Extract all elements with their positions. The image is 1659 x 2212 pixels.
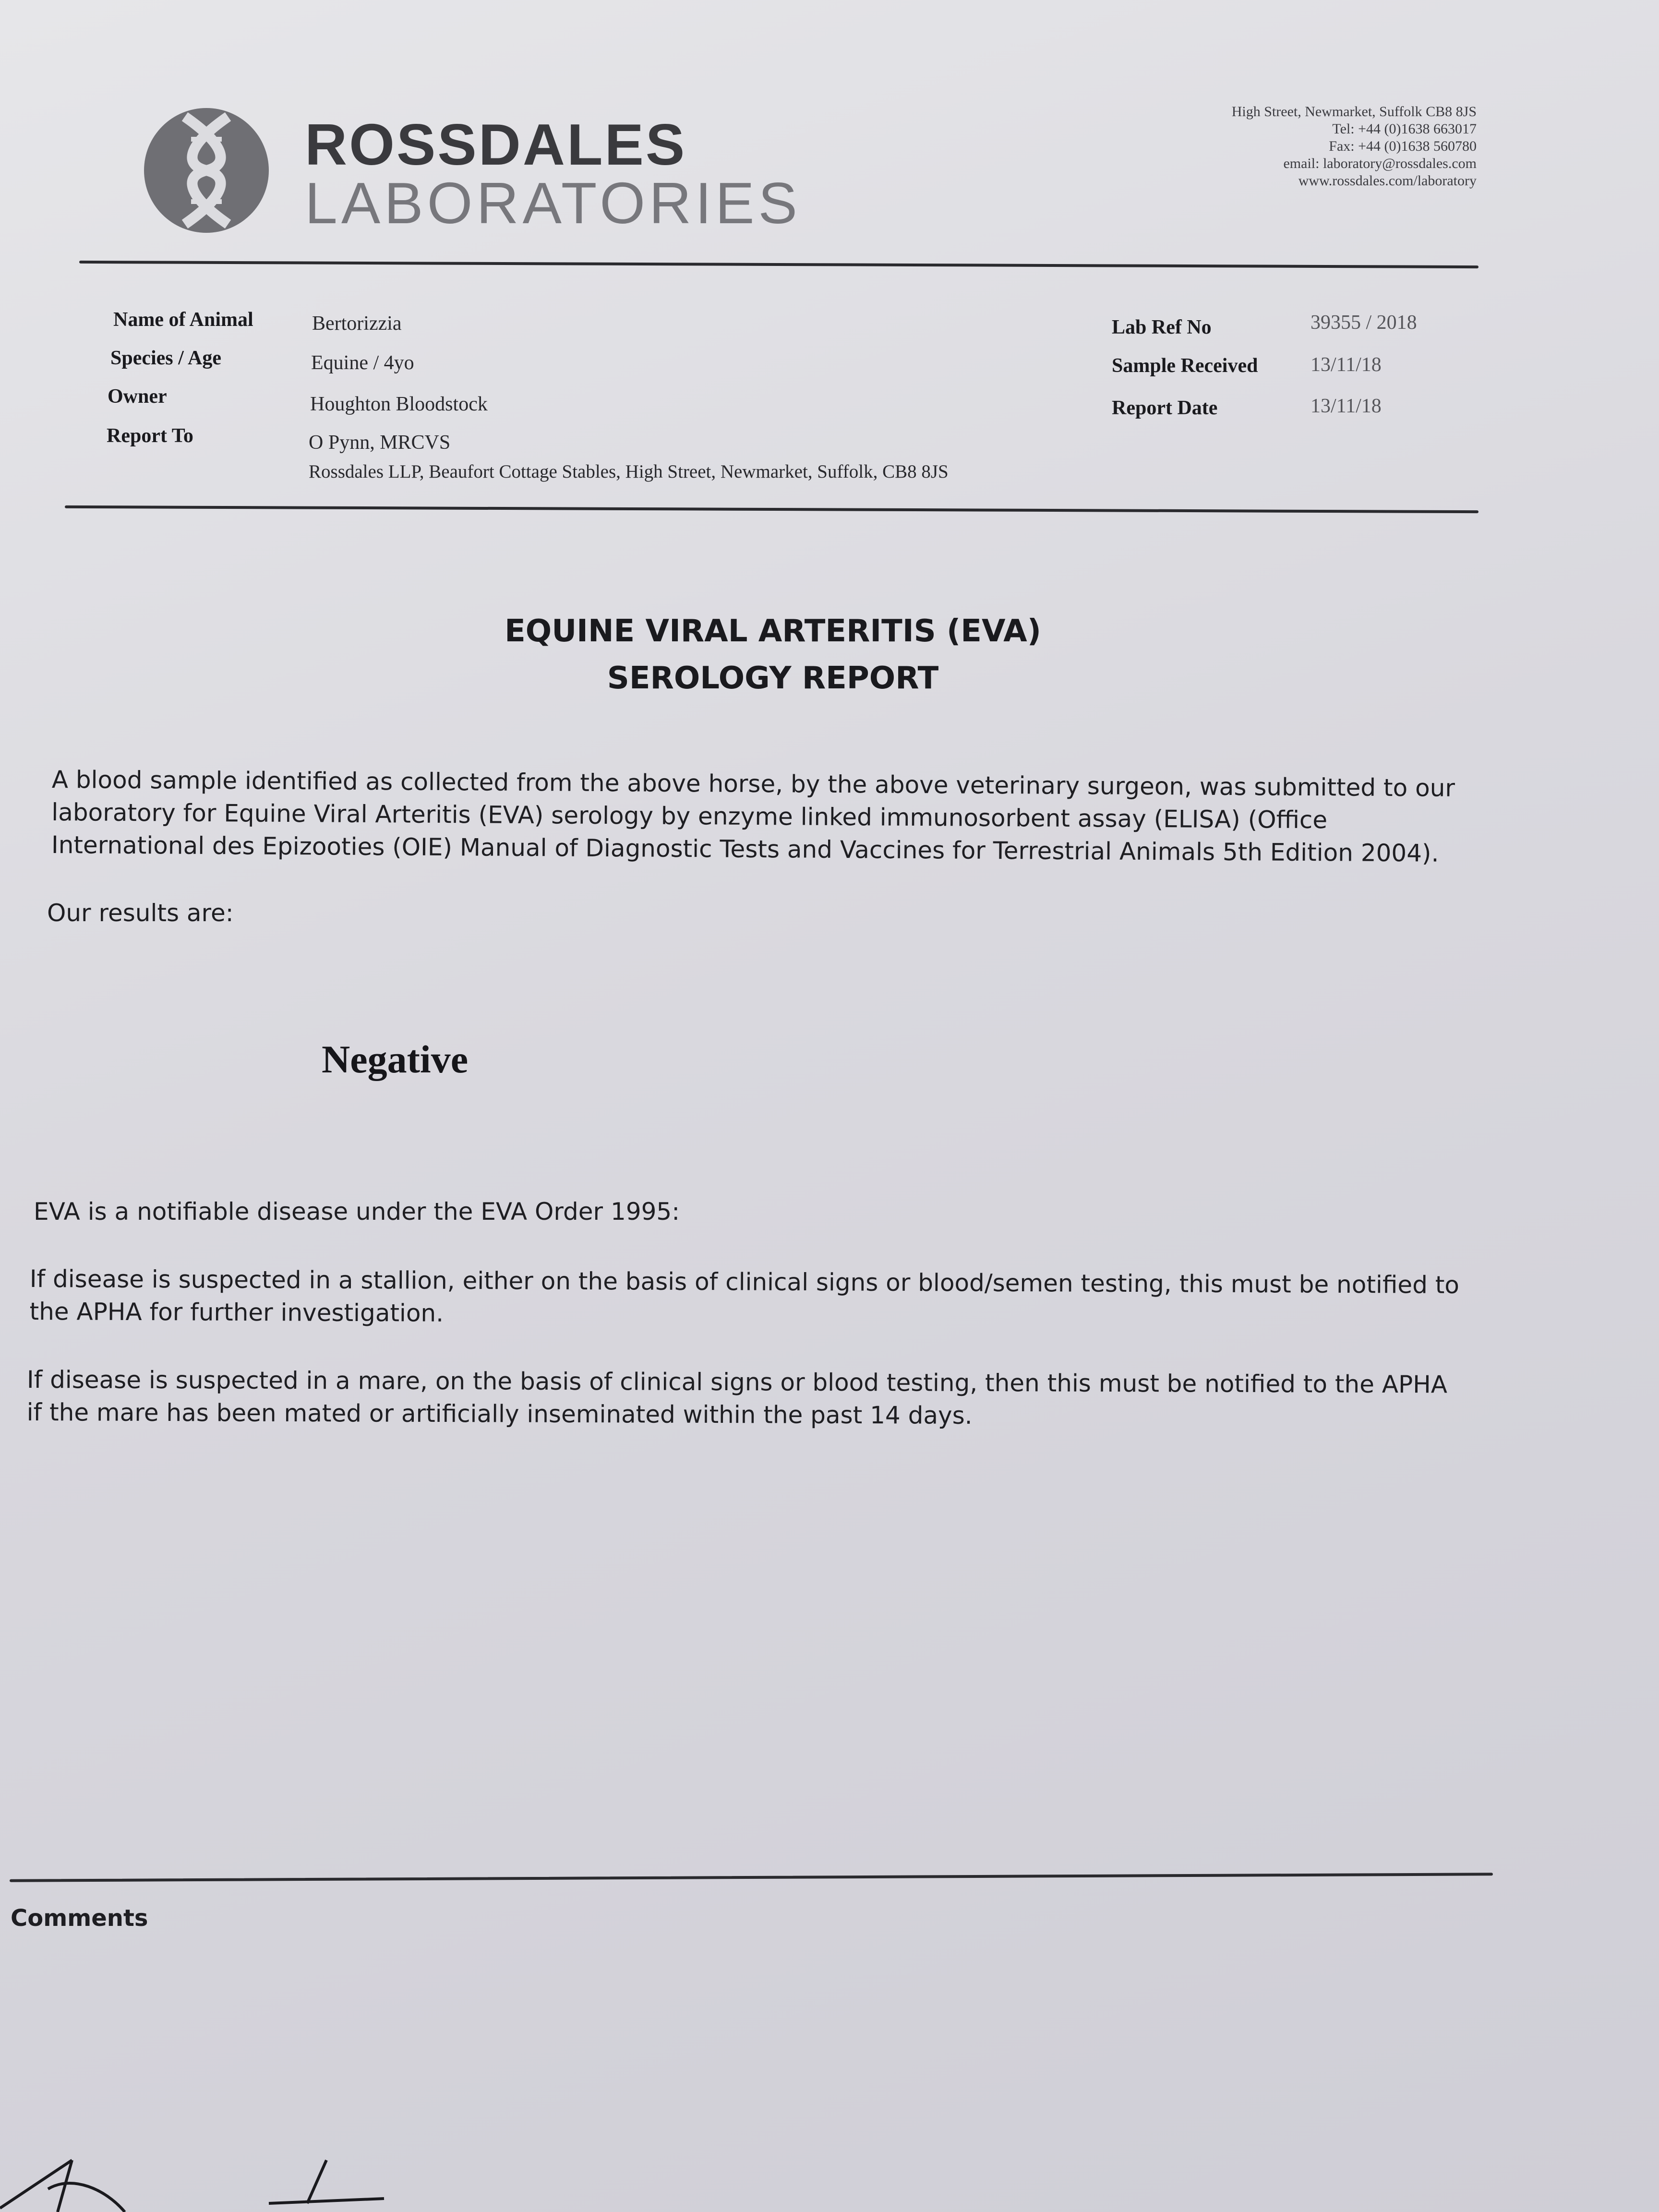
info-divider xyxy=(65,505,1479,513)
report-date-value: 13/11/18 xyxy=(1310,395,1382,417)
intro-line: International des Epizooties (OIE) Manual of Diagnostic Tests and Vaccines for Terrestrial Animals 5th Edition 2004). xyxy=(51,830,1439,867)
lab-ref-value: 39355 / 2018 xyxy=(1310,312,1417,334)
stallion-line: If disease is suspected in a stallion, either on the basis of clinical signs or blood/semen testing, this must be notified to xyxy=(29,1265,1460,1299)
name-of-animal-label: Name of Animal xyxy=(113,309,253,331)
sample-received-label: Sample Received xyxy=(1112,355,1258,377)
brand-name: ROSSDALES xyxy=(305,112,687,177)
owner-value: Houghton Bloodstock xyxy=(310,393,488,415)
address-tel: Tel: +44 (0)1638 663017 xyxy=(1332,121,1477,137)
intro-paragraph xyxy=(51,763,1455,870)
mare-line: If disease is suspected in a mare, on the basis of clinical signs or blood testing, then this must be notified to the APHA xyxy=(26,1366,1448,1399)
owner-label: Owner xyxy=(108,385,167,408)
address-email: email: laboratory@rossdales.com xyxy=(1283,156,1477,171)
header-divider xyxy=(79,261,1479,268)
report-subtitle: SEROLOGY REPORT xyxy=(607,661,939,696)
rossdales-logo-icon xyxy=(139,108,274,233)
intro-line: laboratory for Equine Viral Arteritis (EVA) serology by enzyme linked immunosorbent assay (ELISA) (Office xyxy=(51,798,1328,834)
test-result: Negative xyxy=(322,1037,469,1081)
results-intro: Our results are: xyxy=(47,899,234,927)
mare-paragraph xyxy=(27,1363,1448,1433)
signature-icon xyxy=(0,2131,413,2212)
mare-line: if the mare has been mated or artificially inseminated within the past 14 days. xyxy=(26,1398,973,1430)
report-to-address: Rossdales LLP, Beaufort Cottage Stables, High Street, Newmarket, Suffolk, CB8 8JS xyxy=(309,461,949,482)
comments-label: Comments xyxy=(11,1905,148,1932)
stallion-line: the APHA for further investigation. xyxy=(29,1297,444,1327)
species-age-value: Equine / 4yo xyxy=(311,352,414,374)
report-date-label: Report Date xyxy=(1112,397,1218,419)
intro-line: A blood sample identified as collected from the above horse, by the above veterinary surgeon, was submitted to our xyxy=(51,765,1455,802)
sample-received-value: 13/11/18 xyxy=(1310,354,1382,376)
lab-ref-label: Lab Ref No xyxy=(1112,316,1212,338)
address-street: High Street, Newmarket, Suffolk CB8 8JS xyxy=(1231,104,1477,120)
lab-address xyxy=(1232,103,1477,190)
species-age-label: Species / Age xyxy=(110,347,221,369)
report-to-label: Report To xyxy=(107,425,193,447)
report-to-vet: O Pynn, MRCVS xyxy=(309,432,451,454)
brand-subtitle: LABORATORIES xyxy=(305,170,801,236)
stallion-paragraph xyxy=(29,1262,1459,1334)
name-of-animal-value: Bertorizzia xyxy=(312,313,402,335)
comments-divider xyxy=(10,1873,1493,1882)
notifiable-statement: EVA is a notifiable disease under the EVA Order 1995: xyxy=(34,1198,680,1226)
address-website: www.rossdales.com/laboratory xyxy=(1298,173,1477,189)
report-title: EQUINE VIRAL ARTERITIS (EVA) xyxy=(505,613,1041,649)
address-fax: Fax: +44 (0)1638 560780 xyxy=(1329,138,1477,154)
